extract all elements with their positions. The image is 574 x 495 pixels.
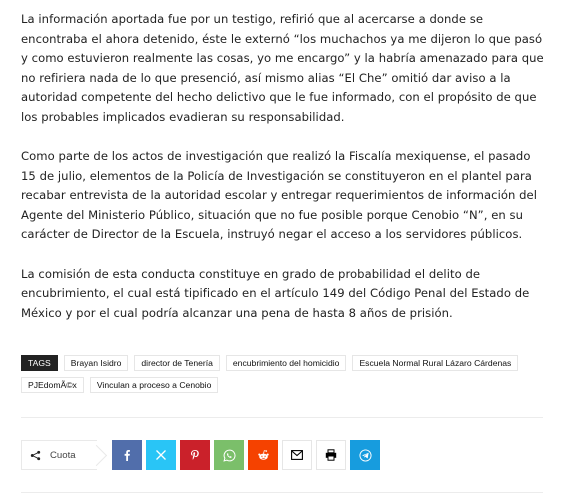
email-share-button[interactable] [282,440,312,470]
pinterest-icon [189,449,201,461]
tags-section [21,355,551,399]
pinterest-share-button[interactable] [180,440,210,470]
article-paragraph-2: Como parte de los actos de investigación que realizó la Fiscalía mexiquense, el pasado 15 de julio, elementos de la Policía de Investigación se constituyeron en el plantel para recabar entrevista de la autoridad escolar y entregar requerimientos de información del Agente del Ministerio Público, situación que no fue posible porque Cenobio “N”, en su carácter de Director de la Escuela, instruyó negar el acceso a los servidores públicos. [21,149,537,241]
reddit-share-button[interactable] [248,440,278,470]
tag-director-de-teneria[interactable]: director de Tenería [134,355,220,371]
telegram-icon [359,449,372,462]
reddit-icon [257,449,270,462]
share-icon [30,450,41,461]
x-icon [155,449,167,461]
email-icon [291,450,303,460]
divider [21,492,543,493]
tags-label: TAGS [21,355,58,371]
divider [21,417,543,418]
whatsapp-icon [223,449,236,462]
print-share-button[interactable] [316,440,346,470]
x-share-button[interactable] [146,440,176,470]
tag-encubrimiento-del-homicidio[interactable]: encubrimiento del homicidio [226,355,347,371]
tags-row-2 [21,377,551,393]
tag-escuela-normal-rural[interactable]: Escuela Normal Rural Lázaro Cárdenas [352,355,518,371]
whatsapp-share-button[interactable] [214,440,244,470]
share-label: Cuota [50,449,76,461]
tag-brayan-isidro[interactable]: Brayan Isidro [64,355,129,371]
print-icon [325,449,337,461]
share-handle[interactable] [21,440,97,470]
facebook-share-button[interactable] [112,440,142,470]
telegram-share-button[interactable] [350,440,380,470]
tag-vinculan-a-proceso[interactable]: Vinculan a proceso a Cenobio [90,377,219,393]
share-buttons [112,440,380,470]
tags-row-1 [21,355,551,371]
article-paragraph-1: La información aportada fue por un testigo, refirió que al acercarse a donde se encontraba el ahora detenido, éste le externó “los muchachos ya me dijeron lo que pasó y como estuvieron realmente las cosas, yo me encargo” y la habría amenazado para que no refiriera nada de lo que presenció, así mismo alias “El Che” omitió dar aviso a la autoridad competente del hecho delictivo que le fue informado, con el propósito de que los probables implicados evadieran su responsabilidad. [21,12,544,124]
share-bar [21,440,380,470]
tag-pjedomex[interactable]: PJEdomÃ©x [21,377,84,393]
article-body [21,10,545,343]
article-paragraph-3: La comisión de esta conducta constituye en grado de probabilidad el delito de encubrimiento, el cual está tipificado en el artículo 149 del Código Penal del Estado de México y por el cual podría alcanzar una pena de hasta 8 años de prisión. [21,266,530,320]
facebook-icon [121,449,133,461]
